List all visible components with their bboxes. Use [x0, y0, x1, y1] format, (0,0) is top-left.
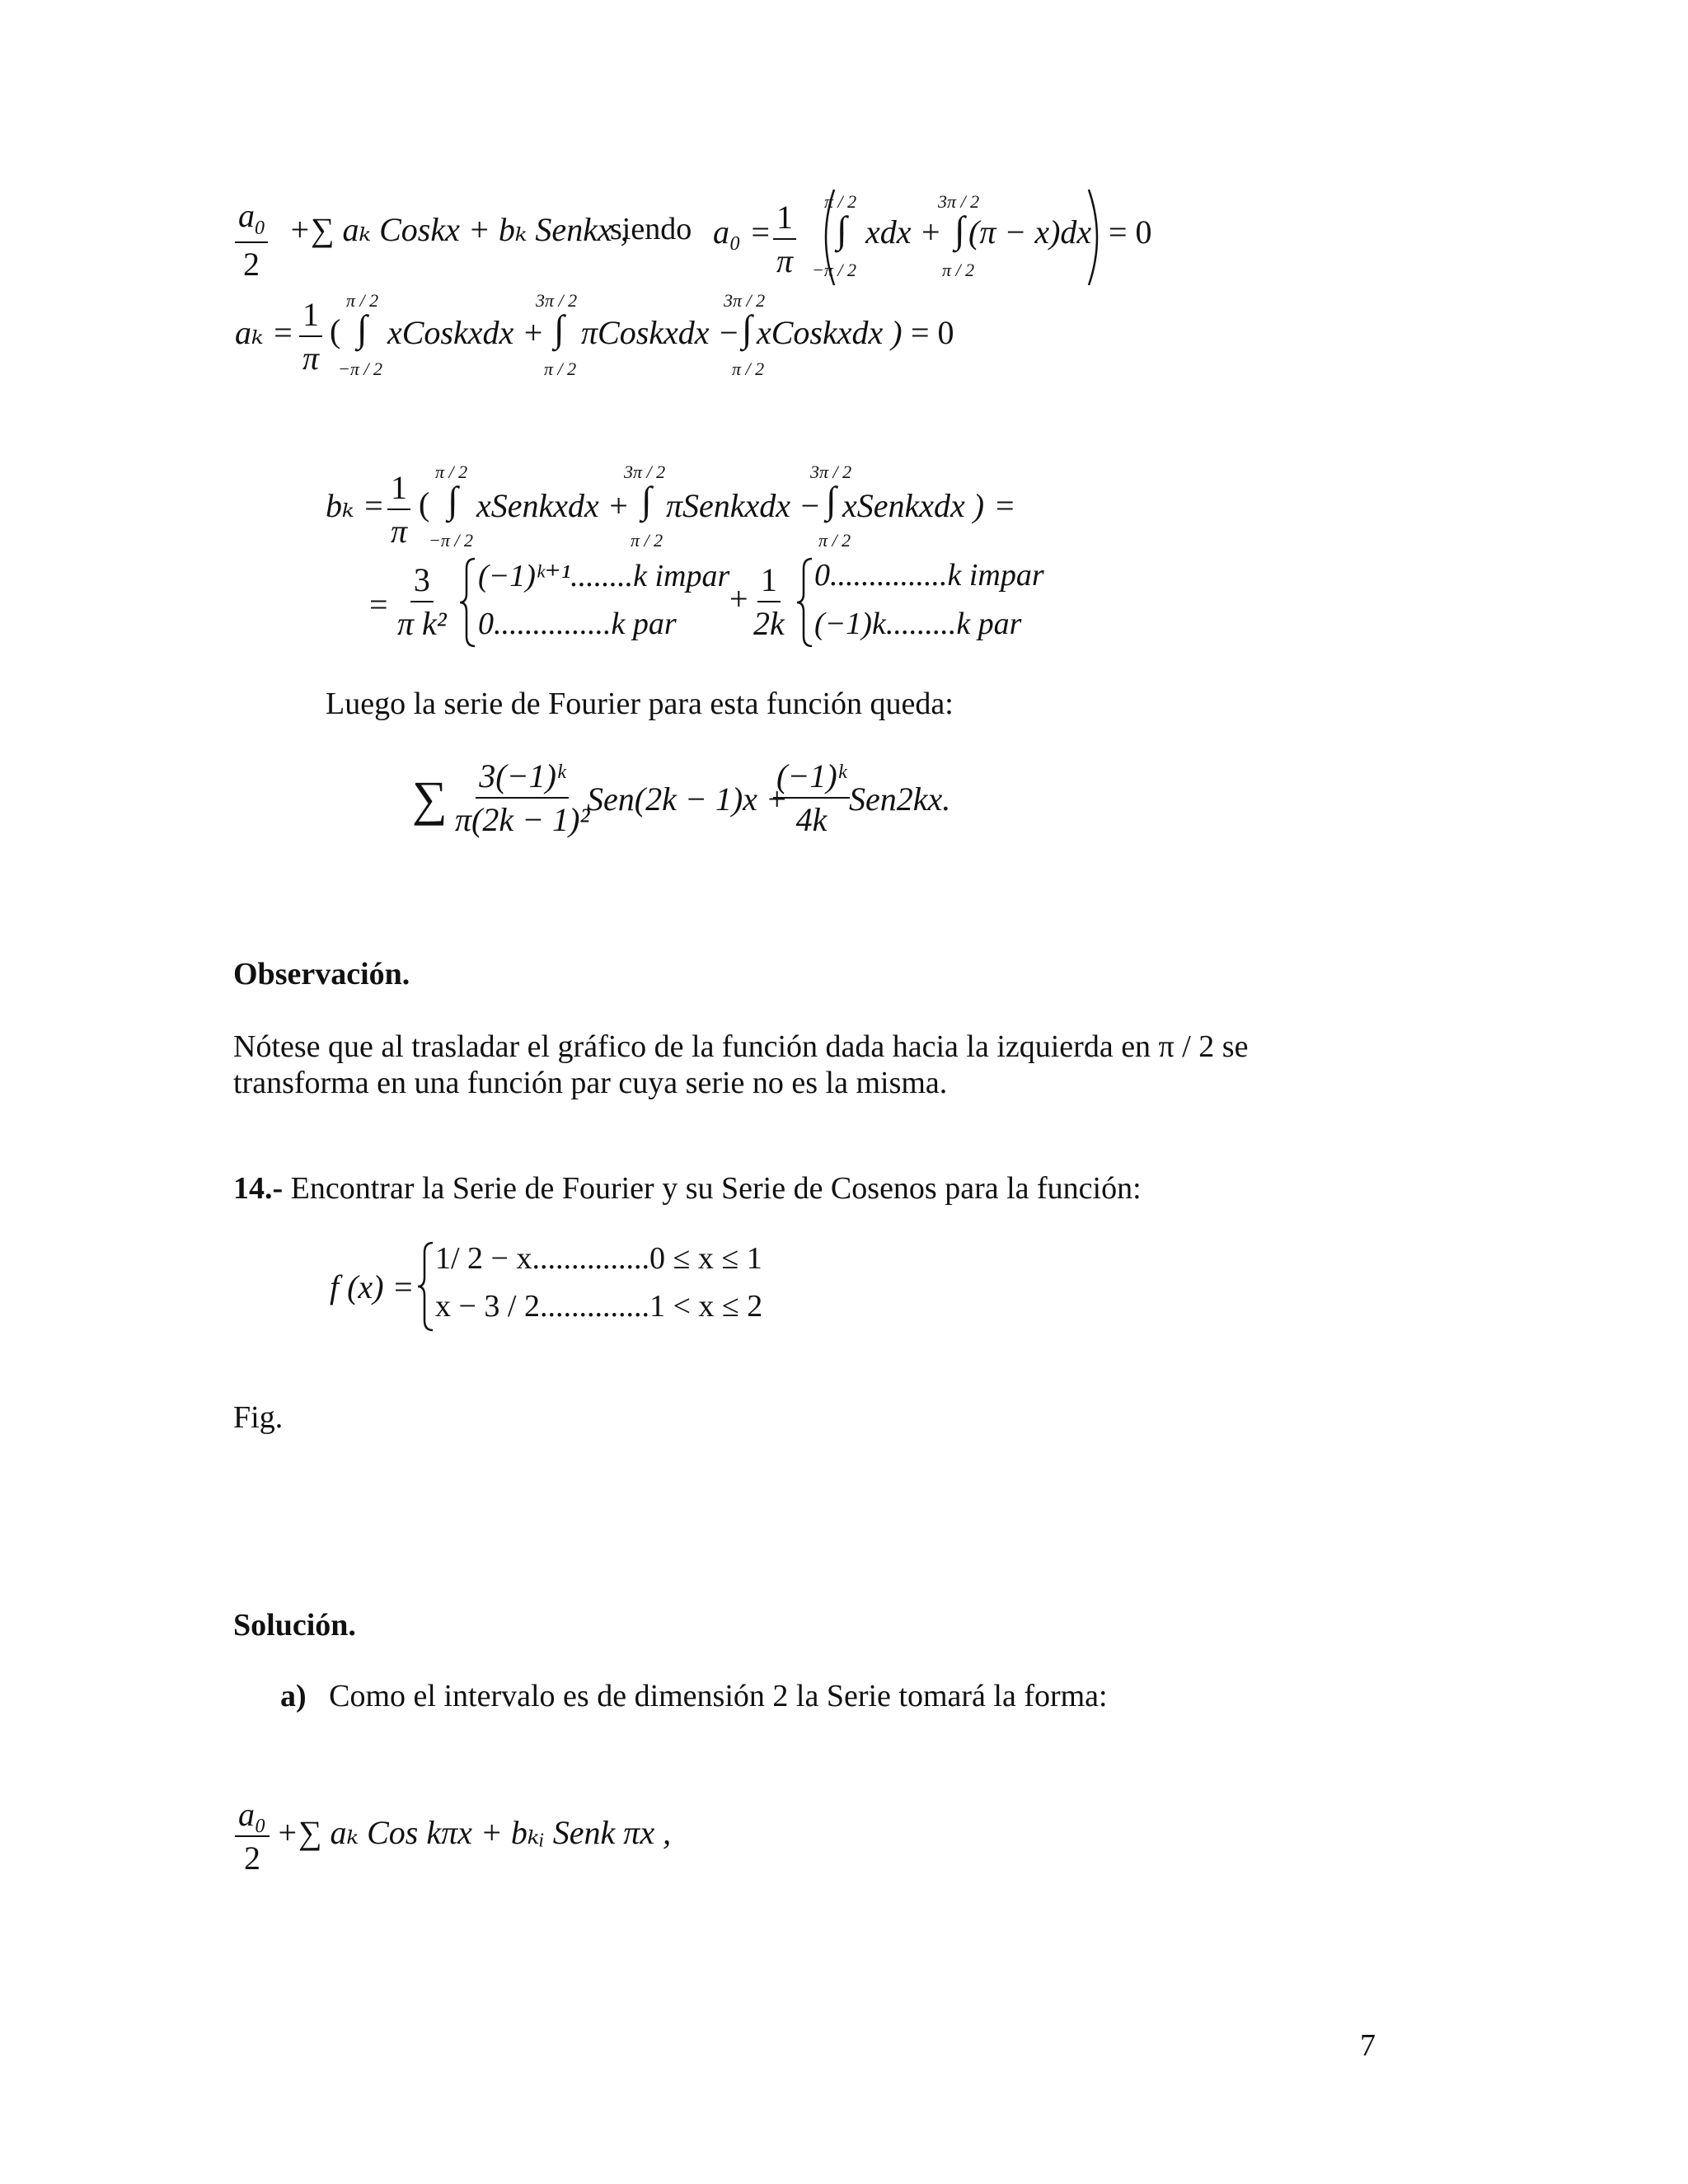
int2-upper: 3π / 2 — [536, 290, 578, 311]
equals-sign: = — [996, 487, 1015, 524]
fx-case-1: 1/ 2 − x...............0 ≤ x ≤ 1 — [435, 1241, 762, 1276]
bk-label: bₖ = — [326, 487, 385, 524]
int3-lower: π / 2 — [818, 530, 851, 551]
result-zero: = 0 — [1109, 213, 1152, 251]
item-a-text: Como el intervalo es de dimensión 2 la Serie tomará la forma: — [329, 1679, 1108, 1713]
right-paren-shape — [1084, 188, 1109, 287]
integral-icon: ∫ — [742, 307, 753, 349]
sum-icon: ∑ — [412, 771, 448, 826]
a0-label: a₀ = — [713, 213, 771, 251]
one-over-2k: $\frac{1}{2k}$ — [753, 561, 785, 642]
result-zero: = 0 — [911, 314, 954, 351]
equals-sign: = — [369, 586, 388, 623]
int1-upper: π / 2 — [435, 462, 468, 482]
series-form-term: +∑ aₖ Cos kπx + bₖᵢ Senk πx , — [276, 1814, 672, 1851]
int3-upper: 3π / 2 — [810, 462, 852, 482]
integral-icon: ∫ — [641, 479, 652, 521]
text-luego: Luego la serie de Fourier para esta función queda: — [326, 687, 954, 721]
sen2kx-term: Sen2kx. — [849, 780, 951, 818]
int1-lower: −π / 2 — [812, 260, 856, 280]
integral-icon: ∫ — [826, 479, 837, 521]
series-term: +∑ aₖ Coskx + bₖ Senkx , — [288, 211, 629, 248]
int2-upper: 3π / 2 — [938, 191, 980, 212]
siendo-text: siendo — [610, 212, 692, 246]
fraction-1: $\frac{\text{3(−1)ᵏ}}{\text{π(2k − 1)²}}$ — [455, 757, 590, 838]
sen-term: Sen(2k − 1)x + — [587, 780, 788, 818]
one-over-pi: $\frac{1}{\pi}$ — [773, 198, 796, 280]
int1-upper: π / 2 — [346, 290, 379, 311]
one-over-pi: $\frac{1}{\pi}$ — [387, 468, 410, 551]
problem-14 — [233, 1170, 1142, 1207]
int1-body: xCoskxdx + — [387, 314, 545, 351]
ak-label: aₖ = — [235, 314, 294, 351]
solucion-heading: Solución. — [233, 1608, 356, 1643]
a0-over-2: $\frac{a_0}{2}$ — [235, 196, 268, 284]
int1-body: xdx + — [865, 213, 942, 251]
plus-sign: + — [729, 580, 748, 617]
item-a — [280, 1678, 1108, 1714]
int1-lower: −π / 2 — [429, 530, 473, 551]
integral-icon: ∫ — [554, 307, 565, 349]
observacion-heading: Observación. — [233, 957, 410, 991]
integral-icon: ∫ — [837, 209, 847, 251]
observacion-line-2: transforma en una función par cuya serie no es la misma. — [233, 1066, 948, 1100]
int2-lower: π / 2 — [631, 530, 663, 551]
int2-body: πCoskxdx − — [581, 314, 740, 351]
open-paren: ( — [330, 312, 341, 349]
fraction-2: $\frac{\text{(−1)ᵏ}}{4k}$ — [773, 757, 850, 839]
int2-body: πSenkxdx − — [666, 487, 822, 524]
case1-odd: (−1)ᵏ⁺¹........k impar — [478, 559, 730, 593]
page-number: 7 — [1360, 2028, 1376, 2063]
integral-icon: ∫ — [448, 479, 458, 521]
open-paren: ( — [419, 485, 430, 523]
int1-upper: π / 2 — [824, 191, 857, 212]
int2-lower: π / 2 — [544, 359, 577, 379]
problem-text: Encontrar la Serie de Fourier y su Serie de Cosenos para la función: — [290, 1171, 1142, 1206]
int3-body: xSenkxdx ) — [842, 487, 985, 524]
a0-over-2: $\frac{\text{a₀}}{2}$ — [235, 1795, 270, 1877]
one-over-pi: $\frac{1}{\pi}$ — [299, 295, 322, 377]
item-a-label: a) — [280, 1679, 307, 1713]
case2-odd: 0...............k impar — [814, 558, 1044, 593]
left-brace-shape — [795, 557, 815, 648]
fig-label: Fig. — [233, 1400, 284, 1435]
left-brace-shape — [416, 1241, 436, 1332]
int2-upper: 3π / 2 — [624, 462, 666, 482]
int2-body: (π − x)dx — [968, 213, 1092, 251]
case1-even: 0...............k par — [478, 607, 677, 641]
case2-even: (−1)k.........k par — [814, 607, 1022, 641]
fx-case-2: x − 3 / 2..............1 < x ≤ 2 — [435, 1289, 763, 1324]
int3-lower: π / 2 — [732, 359, 765, 379]
integral-icon: ∫ — [954, 209, 965, 251]
int1-body: xSenkxdx + — [476, 487, 630, 524]
three-over-pi-k2: $\frac{3}{\text{π k²}}$ — [397, 561, 447, 642]
fx-label: f (x) = — [330, 1268, 415, 1305]
problem-number: 14.- — [233, 1171, 284, 1206]
observacion-line-1: Nótese que al trasladar el gráfico de la función dada hacia la izquierda en π / 2 se — [233, 1029, 1249, 1064]
left-brace-shape — [458, 557, 478, 648]
int1-lower: −π / 2 — [338, 359, 382, 379]
integral-icon: ∫ — [357, 307, 368, 349]
int3-upper: 3π / 2 — [724, 290, 766, 311]
int3-body: xCoskxdx ) — [757, 314, 903, 351]
int2-lower: π / 2 — [942, 260, 975, 280]
